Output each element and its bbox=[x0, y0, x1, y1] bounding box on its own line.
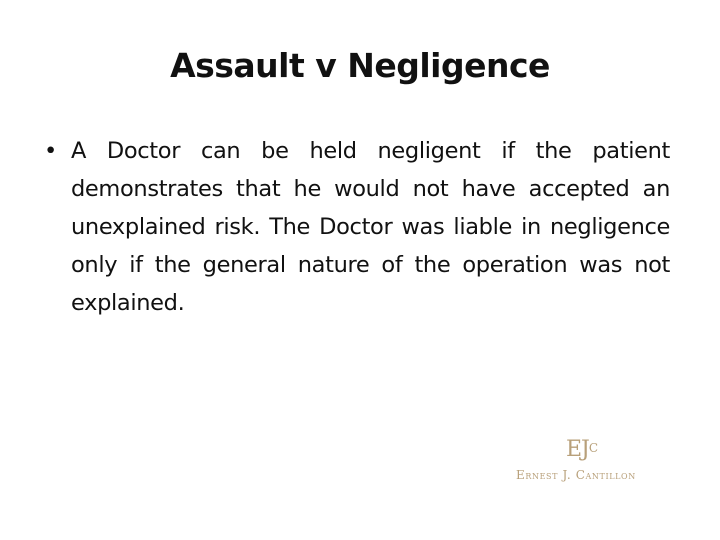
slide-title: Assault v Negligence bbox=[170, 46, 550, 85]
logo bbox=[516, 438, 684, 488]
bullet-item bbox=[44, 132, 670, 322]
logo-monogram-sup: C bbox=[588, 441, 598, 455]
bullet-list bbox=[44, 132, 670, 322]
bullet-text: A Doctor can be held negligent if the patient demonstrates that he would not have accepted an unexplained risk. The Doctor was liable in negligence only if the general nature of the operation was not explained. bbox=[71, 138, 670, 316]
logo-monogram-main: EJ bbox=[566, 437, 589, 462]
logo-monogram bbox=[566, 438, 597, 462]
logo-name: Ernest J. Cantillon bbox=[516, 468, 636, 482]
bullet-marker: • bbox=[44, 138, 57, 164]
